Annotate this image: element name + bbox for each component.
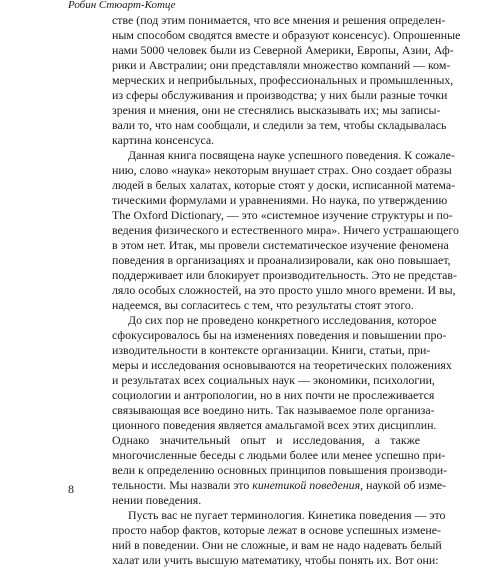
text-line: ведения физического и естественного мира». Ничего устрашающего bbox=[112, 223, 459, 237]
text-line: тельности. Мы назвали это кинетикой поведения, наукой об изме- bbox=[112, 478, 447, 492]
text-line: меры и исследования основываются на теоретических положениях bbox=[112, 358, 452, 372]
text-line: мерческих и неприбыльных, профессиональных и промышленных, bbox=[112, 73, 454, 87]
text-line: и результатах всех социальных наук — экономики, психологии, bbox=[112, 373, 435, 387]
text-line: стве (под этим понимается, что все мнения и решения определен- bbox=[112, 13, 446, 27]
text-line: Пусть вас не пугает терминология. Кинетика поведения — это bbox=[128, 508, 446, 522]
text-line: просто набор фактов, которые лежат в основе успешных измене- bbox=[112, 523, 441, 537]
text-line: картина консенсуса. bbox=[112, 133, 215, 147]
text-line: халат или учить высшую математику, чтобы понять их. Вот они: bbox=[112, 553, 439, 567]
text-line: поддерживает или блокирует производительность. Это не представ- bbox=[112, 268, 457, 282]
body-text bbox=[112, 13, 461, 568]
text-line: Однако значительный опыт и исследования, а также bbox=[112, 433, 420, 447]
text-line: тическими формулами и уравнениями. Но наука, по утверждению bbox=[112, 193, 448, 207]
text-line: социологии и антропологии, но в них почти не прослеживается bbox=[112, 388, 435, 402]
text-line: людей в белых халатах, которые стоят у доски, исписанной матема- bbox=[112, 178, 456, 192]
text-line: сфокусировалось бы на изменениях поведения и повышении про- bbox=[112, 328, 447, 342]
italic-term: кинетикой поведения bbox=[252, 478, 361, 492]
text-line: ний в поведении. Они не сложные, и вам не надо надевать белый bbox=[112, 538, 442, 552]
text-line: Данная книга посвящена науке успешного поведения. К сожале- bbox=[128, 148, 455, 162]
text-line: нию, слово «наука» некоторым внушает страх. Оно создает образы bbox=[112, 163, 452, 177]
text-line: До сих пор не проведено конкретного исследования, которое bbox=[128, 313, 437, 327]
text-line: изводительности в контексте организации. Книги, статьи, при- bbox=[112, 343, 431, 357]
paragraph bbox=[112, 13, 461, 148]
text-line: из сферы обслуживания и производства; у них были разные точки bbox=[112, 88, 448, 102]
paragraph bbox=[112, 313, 452, 508]
paragraph bbox=[112, 148, 459, 313]
text-line: ционного поведения является амальгамой всех этих дисциплин. bbox=[112, 418, 437, 432]
text-line: вали то, что нам сообщали, и следили за тем, чтобы складывалась bbox=[112, 118, 447, 132]
text-line: поведения в организациях и проанализировали, как оно повышает, bbox=[112, 253, 451, 267]
text-line: зрения и мнения, они не стеснялись высказывать их; мы записы- bbox=[112, 103, 441, 117]
running-head-title: Робин Стюарт-Котце bbox=[68, 0, 176, 11]
text-line: надеемся, вы согласитесь с тем, что результаты стоят этого. bbox=[112, 298, 414, 312]
text-line: рики и Австралии; они представляли множество компаний — ком- bbox=[112, 58, 451, 72]
text-line: в этом нет. Итак, мы провели систематическое изучение феномена bbox=[112, 238, 449, 252]
paragraph bbox=[112, 508, 446, 568]
text-line: нении поведения. bbox=[112, 493, 202, 507]
text-line: связывающая все воедино нить. Так называемое поле организа- bbox=[112, 403, 435, 417]
text-line: The Oxford Dictionary, — это «системное изучение структуры и по- bbox=[112, 208, 453, 222]
text-line: ным способом сводятся вместе и образуют консенсус). Опрошенные bbox=[112, 28, 461, 42]
text-line: многочисленные беседы с людьми более или менее успешно при- bbox=[112, 448, 446, 462]
text-line: нами 5000 человек были из Северной Америки, Европы, Азии, Аф- bbox=[112, 43, 454, 57]
running-head bbox=[68, 0, 180, 12]
text-line: вели к определению основных принципов повышения производи- bbox=[112, 463, 448, 477]
page-number: 8 bbox=[68, 482, 74, 496]
text-line: ляло особых сложностей, на это просто ушло много времени. И вы, bbox=[112, 283, 456, 297]
